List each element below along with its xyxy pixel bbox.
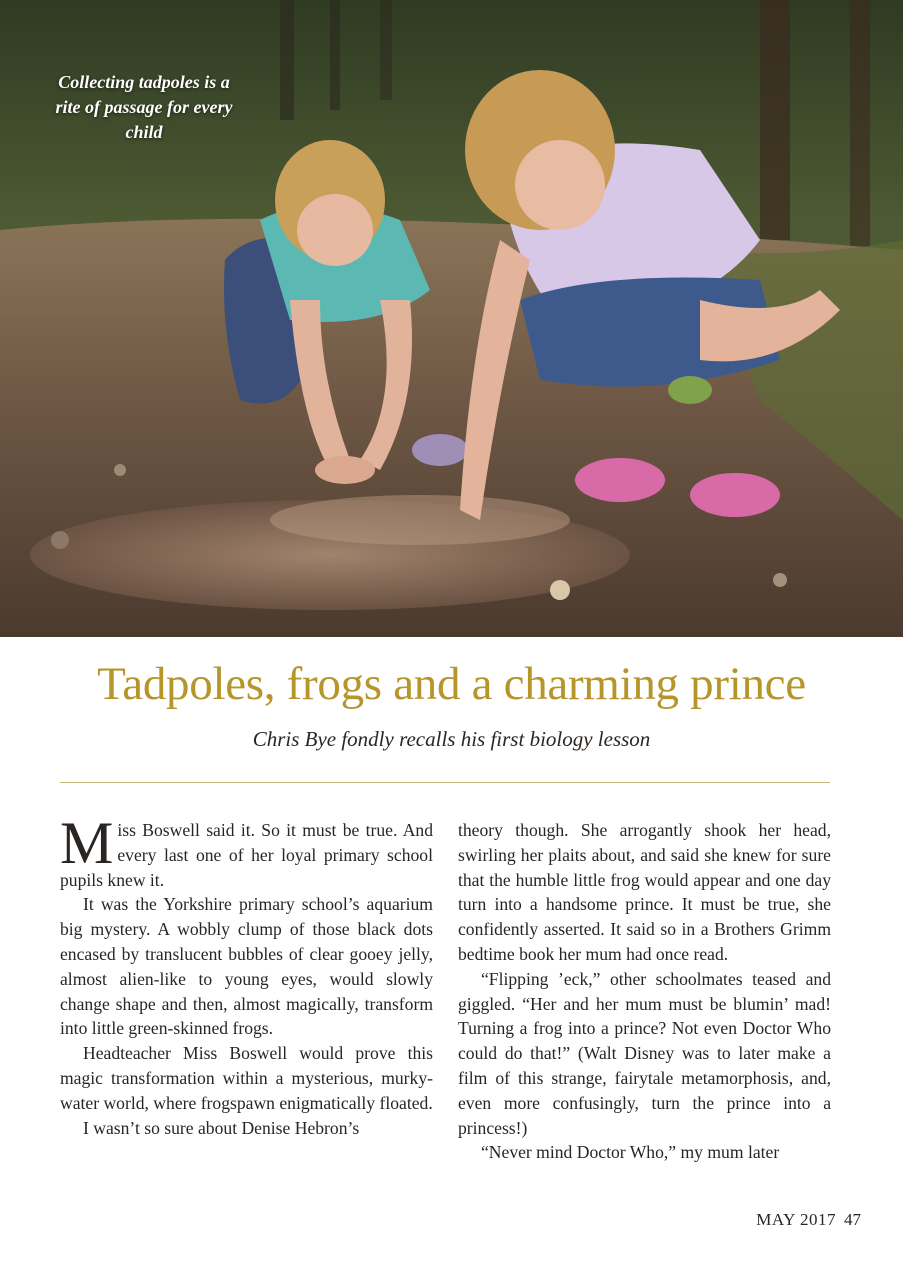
paragraph: “Flipping ’eck,” other schoolmates teased and giggled. “Her and her mum must be blumin’ mad! Turning a frog into a prince? Not even Doctor Who could do that!” (Walt Disney was to later make a film of this strange, fairytale metamorphosis, and, even more confusingly, turn the prince into a princess!) — [458, 968, 831, 1138]
divider-rule — [60, 782, 830, 783]
page-footer — [756, 1210, 861, 1230]
photo-caption: Collecting tadpoles is a rite of passage for every child — [55, 72, 233, 142]
paragraph: “Never mind Doctor Who,” my mum later — [481, 1142, 780, 1163]
issue-date: MAY 2017 — [756, 1210, 836, 1229]
paragraph: It was the Yorkshire primary school’s aquarium big mystery. A wobbly clump of those black dots encased by translucent bubbles of clear gooey jelly, almost alien-like to young eyes, would slowly change shape and then, almost magically, transform into little green-skinned frogs. — [60, 894, 433, 1039]
right-column — [458, 818, 831, 1165]
paragraph: theory though. She arrogantly shook her head, swirling her plaits about, and said she knew for sure that the humble little frog would appear and one day turn into a handsome prince. It must be true, she confidently asserted. It said so in a Brothers Grimm bedtime book her mum had once read. — [458, 820, 831, 964]
drop-cap: M — [60, 810, 114, 876]
page-number: 47 — [844, 1210, 861, 1229]
paragraph — [60, 810, 433, 892]
left-column — [60, 810, 433, 1140]
article-headline: Tadpoles, frogs and a charming prince — [97, 658, 806, 710]
hero-photo — [0, 0, 903, 637]
paragraph: I wasn’t so sure about Denise Hebron’s — [83, 1117, 360, 1138]
paragraph: Headteacher Miss Boswell would prove this magic transformation within a mysterious, murky-water world, where frogspawn enigmatically floated. — [60, 1043, 433, 1113]
paragraph-text: iss Boswell said it. So it must be true. And every last one of her loyal primary school pupils knew it. — [60, 820, 433, 890]
article-standfirst: Chris Bye fondly recalls his first biology lesson — [252, 727, 651, 751]
